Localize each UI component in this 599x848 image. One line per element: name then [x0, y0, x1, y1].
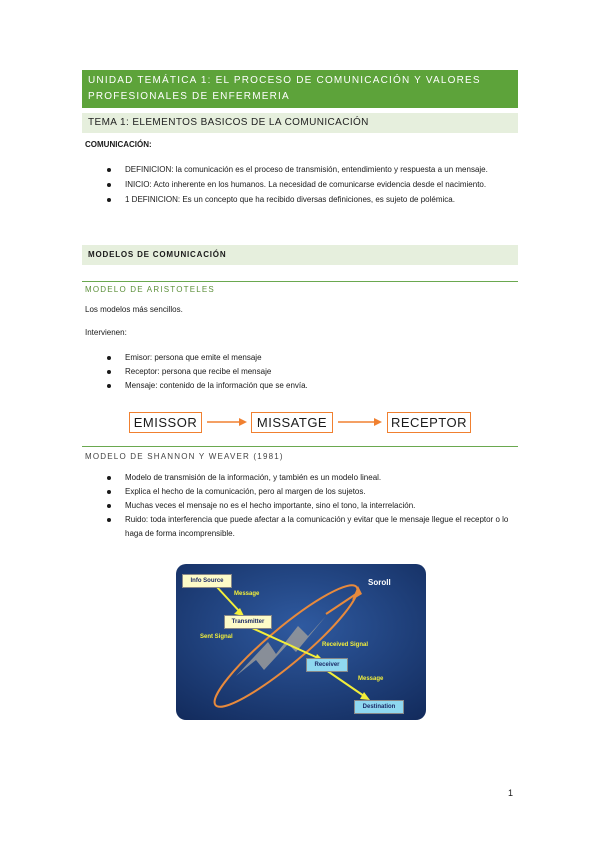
- list-item: Emisor: persona que emite el mensaje: [85, 351, 505, 365]
- section-divider: [82, 446, 518, 447]
- info-source-box: Info Source: [182, 574, 232, 588]
- aristoteles-title: MODELO DE ARISTOTELES: [85, 285, 215, 294]
- list-item: Receptor: persona que recibe el mensaje: [85, 365, 505, 379]
- missatge-box: MISSATGE: [251, 412, 333, 433]
- unit-title: UNIDAD TEMÁTICA 1: EL PROCESO DE COMUNICACIÓN Y VALORES PROFESIONALES DE ENFERMERIA: [88, 75, 481, 102]
- comunicacion-list: [85, 163, 505, 207]
- received-signal-label: Received Signal: [322, 642, 369, 648]
- aristoteles-intro: Los modelos más sencillos.: [85, 305, 183, 314]
- modelos-title: MODELOS DE COMUNICACIÓN: [88, 250, 227, 259]
- emissor-box: EMISSOR: [129, 412, 202, 433]
- section-divider: [82, 281, 518, 282]
- list-item: Modelo de transmisión de la información, y también es un modelo lineal.: [85, 471, 515, 485]
- shannon-title: MODELO DE SHANNON Y WEAVER (1981): [85, 452, 284, 461]
- comunicacion-label: COMUNICACIÓN:: [85, 140, 152, 149]
- list-item: Mensaje: contenido de la información que se envía.: [85, 379, 505, 393]
- arrow-right-icon: [336, 416, 384, 428]
- shannon-diagram: [176, 564, 426, 720]
- tema-header: [82, 113, 518, 133]
- message-label: Message: [358, 676, 384, 682]
- sent-signal-label: Sent Signal: [200, 634, 233, 640]
- receptor-box: RECEPTOR: [387, 412, 471, 433]
- message-label: Message: [234, 591, 260, 597]
- list-item: 1 DEFINICION: Es un concepto que ha recibido diversas definiciones, es sujeto de polémica.: [85, 193, 505, 207]
- soroll-label: Soroll: [368, 578, 391, 587]
- tema-title: TEMA 1: ELEMENTOS BASICOS DE LA COMUNICACIÓN: [88, 117, 369, 128]
- transmitter-box: Transmitter: [224, 615, 272, 629]
- list-item: INICIO: Acto inherente en los humanos. La necesidad de comunicarse evidencia desde el nacimiento.: [85, 178, 505, 192]
- destination-box: Destination: [354, 700, 404, 714]
- receiver-box: Receiver: [306, 658, 348, 672]
- list-item: Explica el hecho de la comunicación, pero al margen de los sujetos.: [85, 485, 515, 499]
- unit-header: [82, 70, 518, 108]
- list-item: Ruido: toda interferencia que puede afectar a la comunicación y evitar que le mensaje llegue el receptor o lo haga de forma incomprensible.: [85, 513, 515, 541]
- page-number: 1: [508, 788, 514, 798]
- aristoteles-list: [85, 351, 505, 393]
- shannon-list: [85, 471, 515, 541]
- intervienen-label: Intervienen:: [85, 328, 127, 337]
- modelos-header: [82, 245, 518, 265]
- arrow-right-icon: [205, 416, 249, 428]
- list-item: Muchas veces el mensaje no es el hecho importante, sino el tono, la interrelación.: [85, 499, 515, 513]
- list-item: DEFINICION: la comunicación es el proceso de transmisión, entendimiento y respuesta a un mensaje.: [85, 163, 505, 177]
